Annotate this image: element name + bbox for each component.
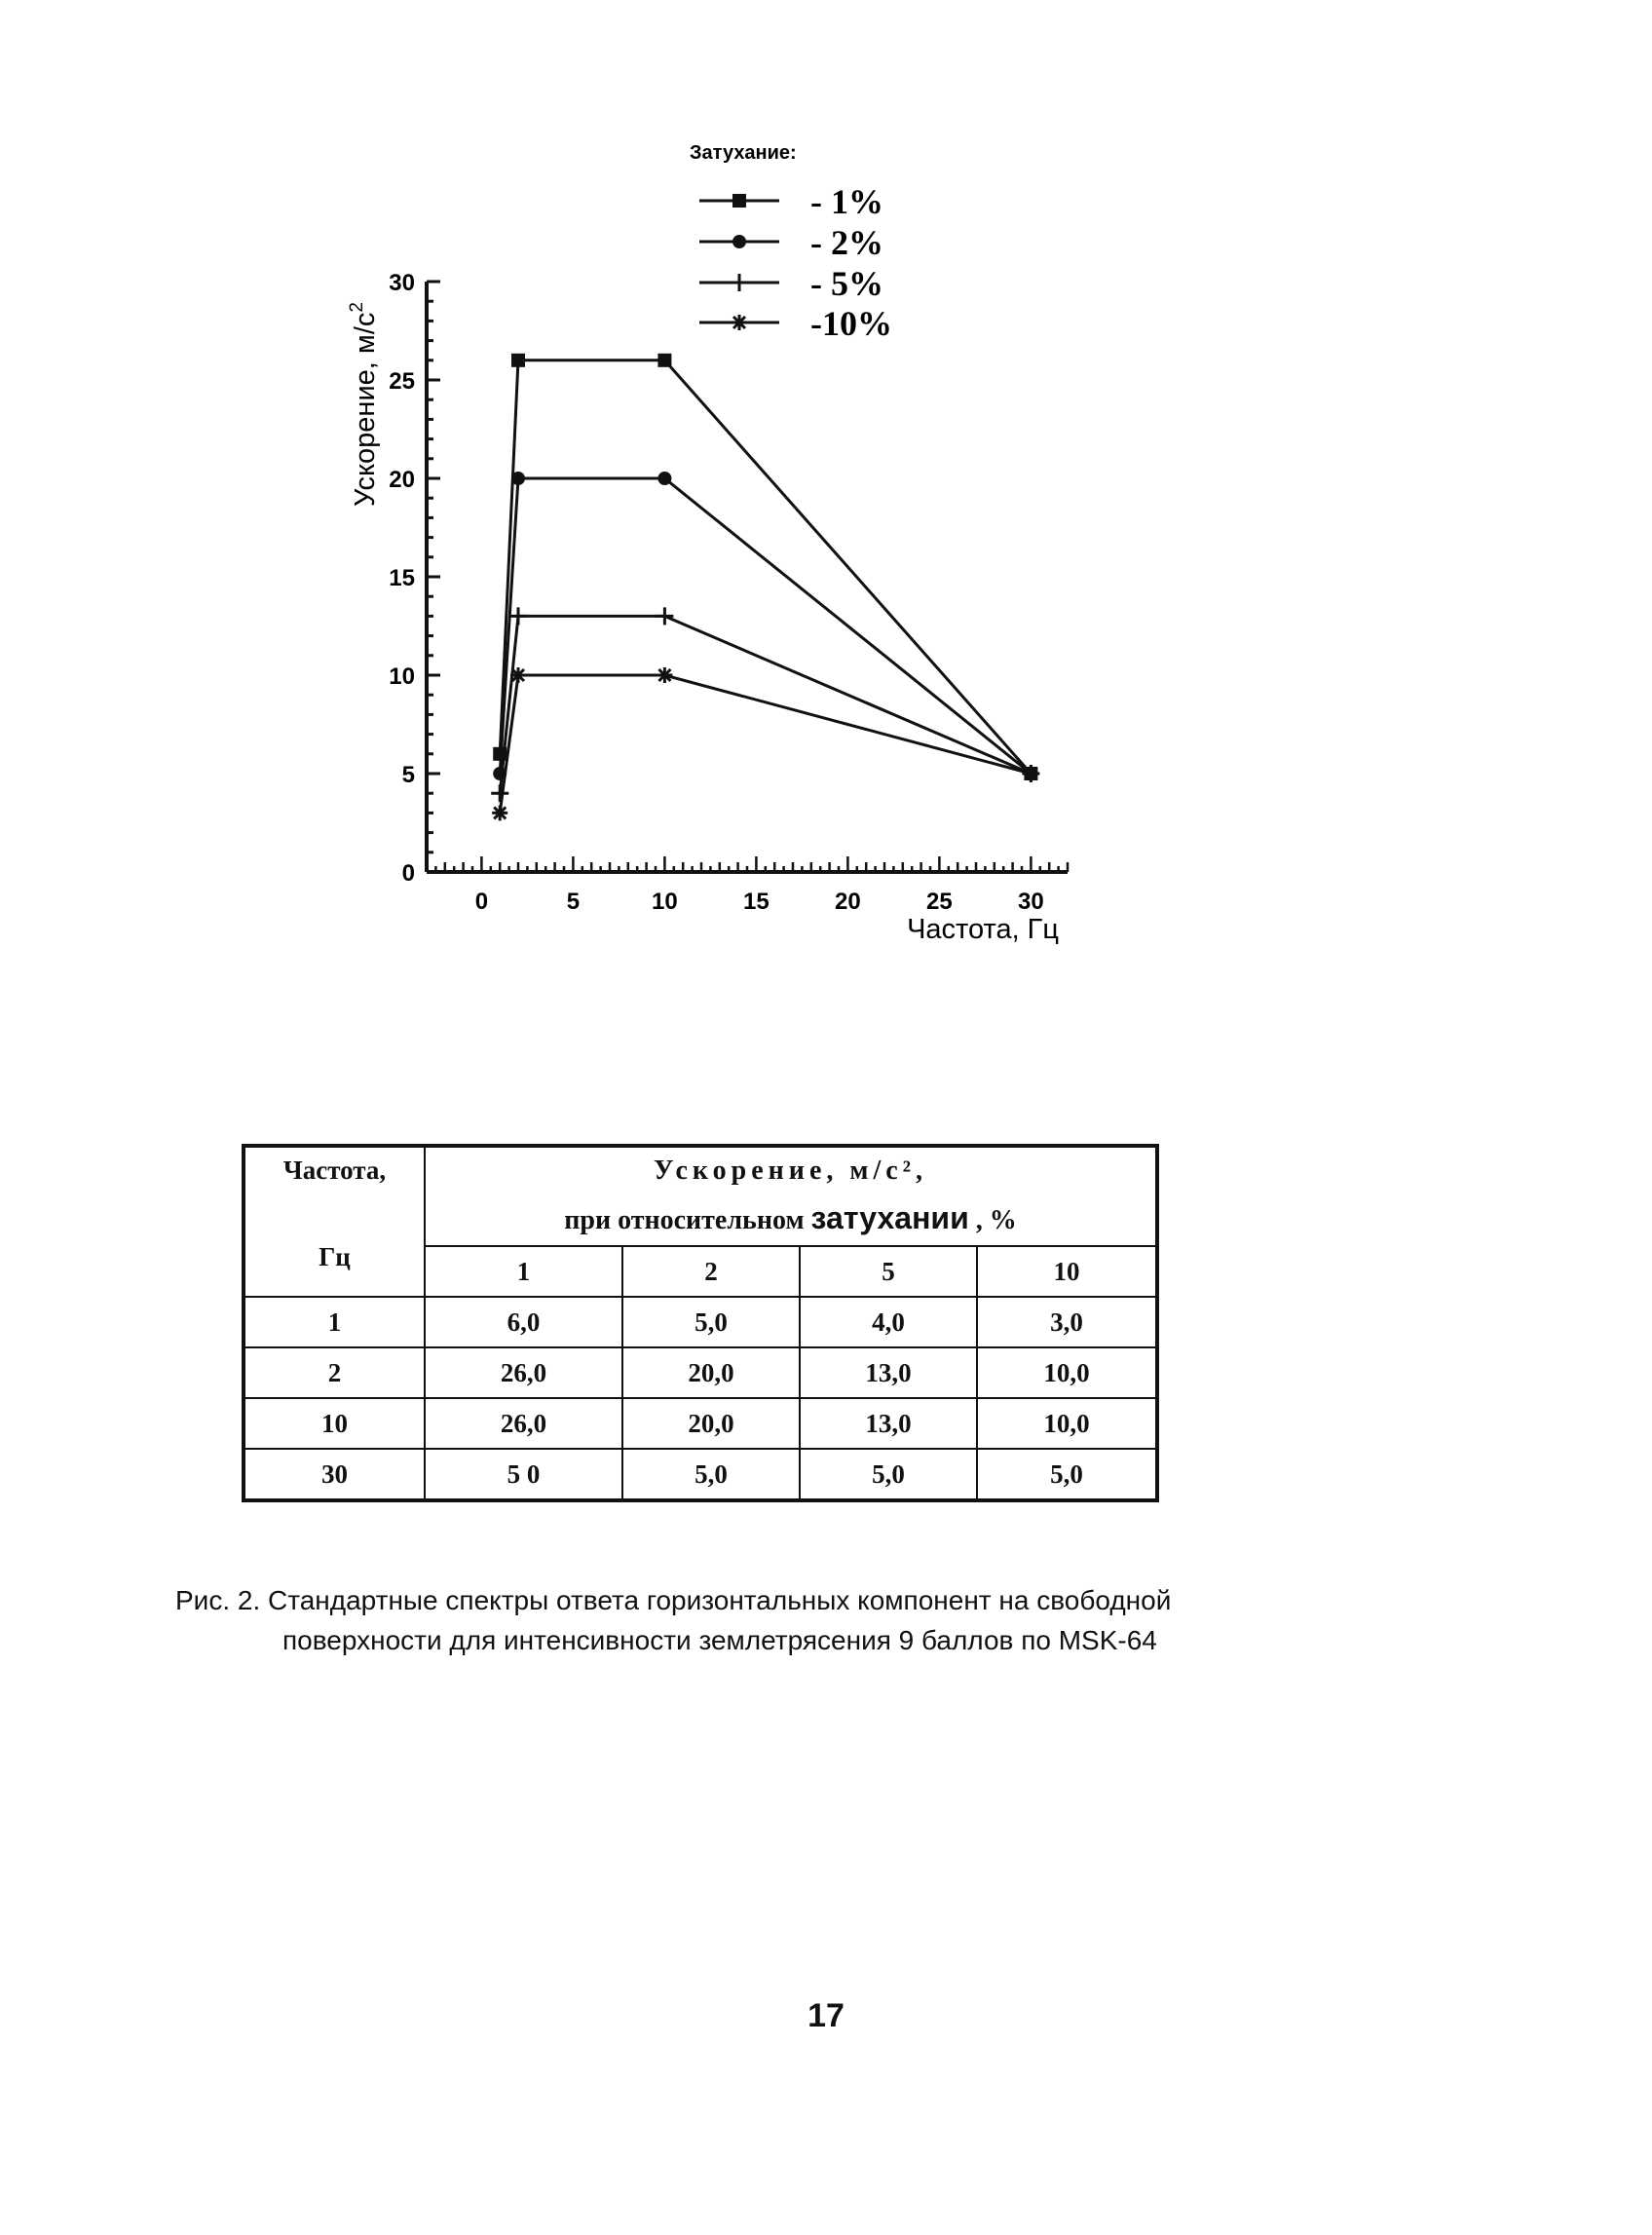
y-tick-label: 20 xyxy=(389,467,415,493)
acceleration-header-emphasis: затухании xyxy=(810,1199,969,1235)
x-tick-label: 10 xyxy=(652,889,678,915)
square-marker xyxy=(732,194,746,208)
value-cell: 3,0 xyxy=(977,1297,1157,1347)
legend-entry-3 xyxy=(699,264,883,303)
circle-marker xyxy=(732,235,746,248)
series-path xyxy=(500,616,1031,793)
value-cell: 10,0 xyxy=(977,1398,1157,1449)
chart-axes xyxy=(389,270,1068,915)
damping-column-header: 5 xyxy=(800,1246,977,1297)
figure-caption xyxy=(175,1580,1344,1660)
legend-label: -10% xyxy=(810,304,892,343)
star-marker xyxy=(732,315,747,330)
x-axis-label: Частота, Гц xyxy=(907,914,1059,945)
series-line-3 xyxy=(491,607,1039,802)
star-marker xyxy=(492,805,507,820)
value-cell: 20,0 xyxy=(622,1398,800,1449)
plus-marker xyxy=(731,274,748,291)
x-tick-label: 20 xyxy=(835,889,861,915)
frequency-cell: 10 xyxy=(244,1398,425,1449)
legend-label: - 2% xyxy=(810,223,883,262)
star-marker xyxy=(510,667,526,683)
star-marker xyxy=(1023,766,1038,781)
chart-series xyxy=(491,354,1039,821)
acceleration-header-line2 xyxy=(426,1193,1155,1243)
legend-label: - 1% xyxy=(810,182,883,221)
x-tick-label: 5 xyxy=(566,889,581,915)
legend-entry-2 xyxy=(699,223,883,262)
circle-shape xyxy=(511,472,525,485)
damping-column-header: 1 xyxy=(425,1246,622,1297)
series-path xyxy=(500,478,1031,774)
star-marker xyxy=(657,667,672,683)
response-spectrum-chart xyxy=(0,0,1652,974)
series-path xyxy=(500,360,1031,774)
x-tick-label: 30 xyxy=(1018,889,1044,915)
frequency-cell: 2 xyxy=(244,1347,425,1398)
frequency-cell: 1 xyxy=(244,1297,425,1347)
value-cell: 6,0 xyxy=(425,1297,622,1347)
series-line-1 xyxy=(493,354,1037,780)
square-marker xyxy=(657,354,671,367)
value-cell: 10,0 xyxy=(977,1347,1157,1398)
x-tick-label: 25 xyxy=(926,889,953,915)
acceleration-header-line1: Ускорение, м/с², xyxy=(653,1155,928,1186)
caption-line-1: Рис. 2. Стандартные спектры ответа горизонтальных компонент на свободной xyxy=(175,1585,1172,1615)
circle-shape xyxy=(657,472,671,485)
acceleration-header-suffix: , % xyxy=(968,1204,1017,1235)
value-cell: 26,0 xyxy=(425,1347,622,1398)
circle-marker xyxy=(657,472,671,485)
frequency-header-unit: Гц xyxy=(319,1242,351,1271)
legend-entry-1 xyxy=(699,182,883,221)
value-cell: 5,0 xyxy=(622,1449,800,1500)
value-cell: 5 0 xyxy=(425,1449,622,1500)
value-cell: 13,0 xyxy=(800,1398,977,1449)
series-line-2 xyxy=(493,472,1037,780)
damping-column-header: 10 xyxy=(977,1246,1157,1297)
square-marker xyxy=(511,354,525,367)
y-tick-label: 15 xyxy=(389,565,415,591)
series-path xyxy=(500,675,1031,813)
legend-title: Затухание: xyxy=(690,142,797,164)
value-cell: 5,0 xyxy=(977,1449,1157,1500)
frequency-cell: 30 xyxy=(244,1449,425,1500)
damping-column-header: 2 xyxy=(622,1246,800,1297)
value-cell: 4,0 xyxy=(800,1297,977,1347)
x-tick-label: 0 xyxy=(474,889,489,915)
value-cell: 20,0 xyxy=(622,1347,800,1398)
square-shape xyxy=(732,194,746,208)
plus-marker xyxy=(656,607,673,625)
circle-marker xyxy=(511,472,525,485)
y-tick-label: 10 xyxy=(389,663,415,690)
value-cell: 5,0 xyxy=(622,1297,800,1347)
acceleration-table xyxy=(242,1144,1159,1502)
table-row xyxy=(244,1449,1157,1500)
value-cell: 26,0 xyxy=(425,1398,622,1449)
x-tick-label: 15 xyxy=(743,889,770,915)
chart-legend xyxy=(690,142,892,343)
table-row xyxy=(244,1297,1157,1347)
y-tick-label: 25 xyxy=(389,368,415,395)
frequency-header-top: Частота, xyxy=(282,1155,387,1185)
table-row xyxy=(244,1398,1157,1449)
y-tick-label: 5 xyxy=(401,762,415,788)
y-axis-label: Ускорение, $м/с^2$ xyxy=(347,302,381,507)
page-number: 17 xyxy=(807,1997,845,2034)
square-shape xyxy=(511,354,525,367)
square-shape xyxy=(657,354,671,367)
legend-label: - 5% xyxy=(810,264,883,303)
frequency-header xyxy=(244,1146,425,1297)
circle-shape xyxy=(732,235,746,248)
legend-entry-4 xyxy=(699,304,892,343)
table-row xyxy=(244,1347,1157,1398)
plus-marker xyxy=(491,784,508,802)
caption-line-2: поверхности для интенсивности землетрясения 9 баллов по MSK-64 xyxy=(282,1625,1157,1655)
value-cell: 13,0 xyxy=(800,1347,977,1398)
y-tick-label: 30 xyxy=(389,270,415,296)
value-cell: 5,0 xyxy=(800,1449,977,1500)
y-tick-label: 0 xyxy=(401,860,415,887)
plus-marker xyxy=(509,607,527,625)
acceleration-header xyxy=(425,1146,1157,1246)
acceleration-header-prefix: при относительном xyxy=(564,1204,811,1235)
